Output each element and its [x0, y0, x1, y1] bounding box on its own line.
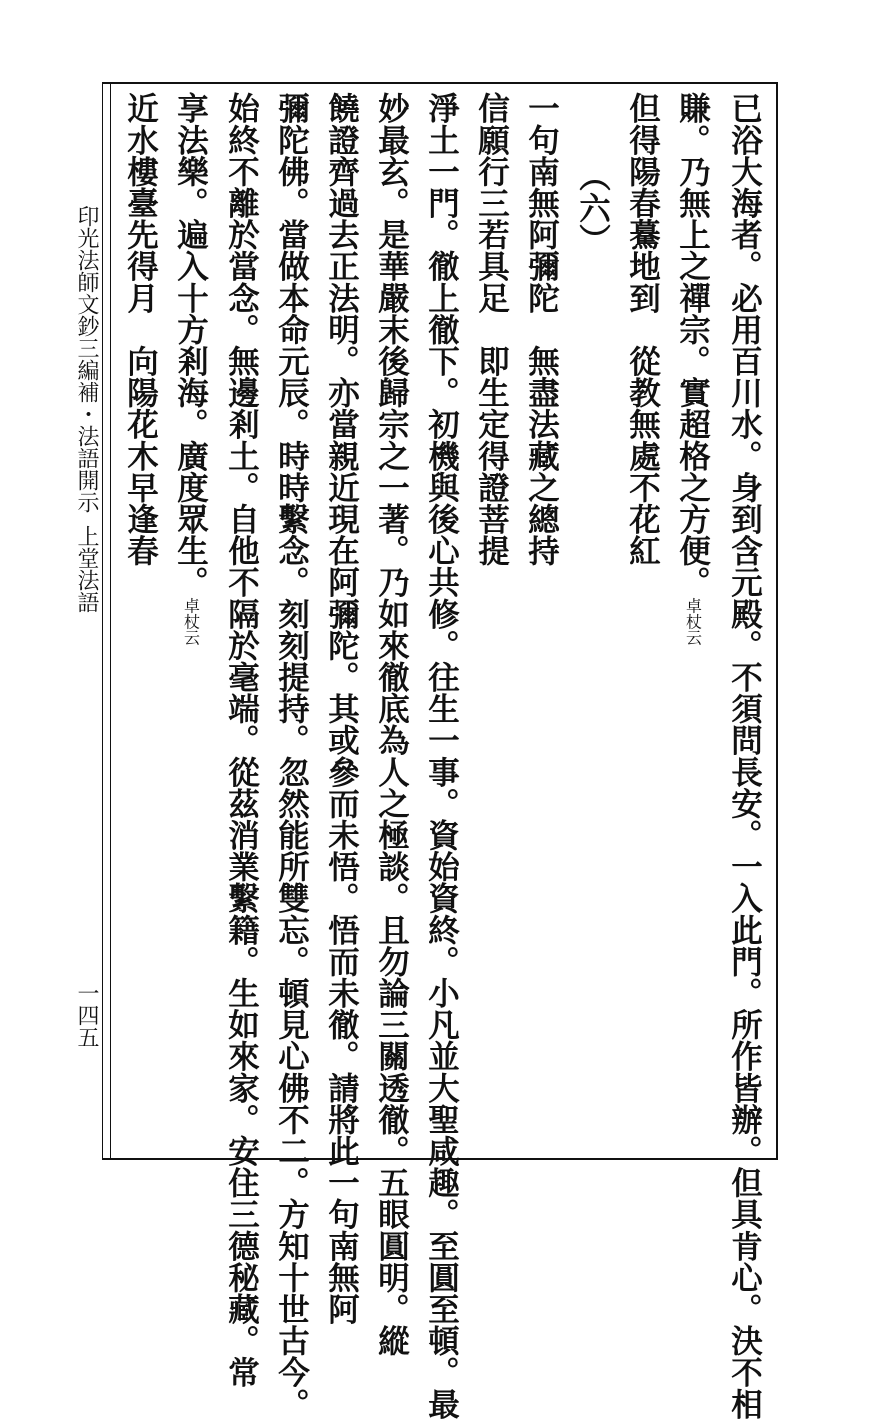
text-column-9: 饒證齊過去正法明。亦當親近現在阿彌陀。其或參而未悟。悟而未徹。請將此一句南無阿	[323, 92, 361, 1325]
section-title: 上堂法語	[74, 525, 99, 613]
text-column-13: 近水樓臺先得月 向陽花木早逢春	[122, 92, 160, 566]
frame-top-rule	[102, 82, 778, 84]
text-column-11: 始終不離於當念。無邊剎土。自他不隔於毫端。從茲消業繫籍。生如來家。安住三德秘藏。常	[223, 92, 261, 1388]
inline-note: 卓杖云	[181, 597, 201, 646]
text-column-7: 淨土一門。徹上徹下。初機與後心共修。往生一事。資始資終。小凡並大聖咸趣。至圓至頓。最	[423, 92, 461, 1419]
page-number: 一四五	[74, 982, 99, 1048]
frame-left-rule	[102, 82, 103, 1160]
frame-left-inner-rule	[110, 82, 111, 1160]
section-heading: （六）	[574, 160, 612, 255]
text-column-10: 彌陀佛。當做本命元辰。時時繫念。刻刻提持。忽然能所雙忘。頓見心佛不二。方知十世古今。	[273, 92, 311, 1419]
text-column-2: 賺。乃無上之禪宗。實超格之方便。卓杖云	[674, 92, 712, 646]
text-column-12: 享法樂。遍入十方剎海。廣度眾生。卓杖云	[172, 92, 210, 646]
text-column-5: 一句南無阿彌陀 無盡法藏之總持	[523, 92, 561, 566]
text-column-6: 信願行三若具足 即生定得證菩提	[473, 92, 511, 566]
frame-right-rule	[776, 82, 778, 1160]
text-column-8: 妙最玄。是華嚴末後歸宗之一著。乃如來徹底為人之極談。且勿論三關透徹。五眼圓明。縱	[373, 92, 411, 1356]
text-column-3: 但得陽春驀地到 從教無處不花紅	[624, 92, 662, 566]
book-title: 印光法師文鈔三編補・法語開示	[74, 205, 99, 513]
text-column-1: 已浴大海者。必用百川水。身到含元殿。不須問長安。一入此門。所作皆辦。但具肯心。決不相	[726, 92, 764, 1419]
inline-note: 卓杖云	[683, 597, 703, 646]
